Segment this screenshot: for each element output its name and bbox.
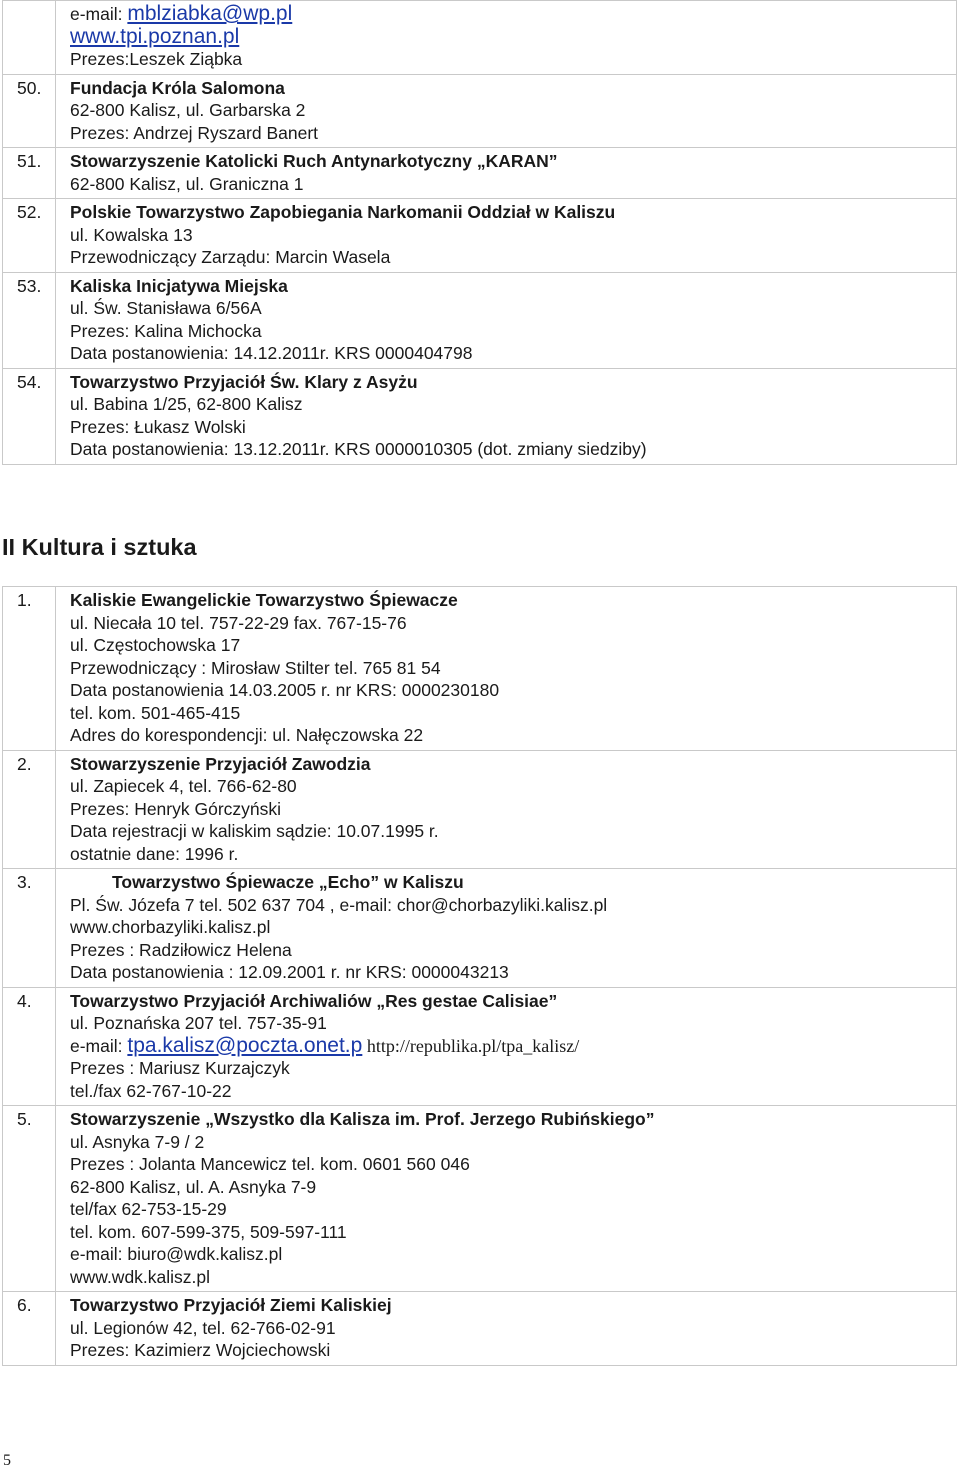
text-segment: 62-800 Kalisz, ul. Graniczna 1 xyxy=(70,173,304,194)
entry-detail-line xyxy=(70,26,952,49)
entry-detail-line xyxy=(70,1035,952,1058)
entry-row xyxy=(3,148,957,199)
text-segment: ul. Babina 1/25, 62-800 Kalisz xyxy=(70,394,303,414)
entry-details-cell xyxy=(56,587,957,751)
text-segment: tel. kom. 607-599-375, 509-597-111 xyxy=(70,1221,347,1242)
text-segment: Prezes: Kalina Michocka xyxy=(70,320,262,341)
contact-link[interactable]: tpa.kalisz@poczta.onet.p xyxy=(127,1033,363,1057)
entry-number-cell xyxy=(3,587,56,751)
entry-number-cell xyxy=(3,987,56,1106)
text-segment: Przewodniczący Zarządu: Marcin Wasela xyxy=(70,247,391,267)
entry-detail-line xyxy=(70,297,952,320)
text-segment: ul. Kowalska 13 xyxy=(70,224,193,245)
contact-link[interactable]: mblziabka@wp.pl xyxy=(127,2,293,25)
entry-detail-line xyxy=(70,320,952,343)
text-segment: ul. Św. Stanisława 6/56A xyxy=(70,298,262,318)
entry-row xyxy=(3,987,957,1106)
organizations-table-culture xyxy=(2,586,957,1366)
entry-detail-line xyxy=(70,342,952,365)
entry-detail-line xyxy=(70,1221,952,1244)
text-segment: www.wdk.kalisz.pl xyxy=(70,1266,211,1287)
text-segment: e-mail: biuro@wdk.kalisz.pl xyxy=(70,1244,283,1264)
entry-number-cell xyxy=(3,750,56,869)
entry-row xyxy=(3,1106,957,1292)
entry-title-line xyxy=(70,871,952,894)
organization-name: Towarzystwo Przyjaciół Archiwaliów „Res gestae Calisiae” xyxy=(70,990,558,1011)
text-segment: Data rejestracji w kaliskim sądzie: 10.07.1995 r. xyxy=(70,821,439,841)
entry-row xyxy=(3,199,957,273)
entry-detail-line xyxy=(70,612,952,635)
entry-title-line xyxy=(70,753,952,776)
entry-detail-line xyxy=(70,99,952,122)
text-segment: Prezes: Henryk Górczyński xyxy=(70,798,282,819)
organization-name: Kaliskie Ewangelickie Towarzystwo Śpiewacze xyxy=(70,590,458,610)
organization-name: Stowarzyszenie Przyjaciół Zawodzia xyxy=(70,753,371,774)
organizations-table-social xyxy=(2,0,957,465)
entry-details-cell xyxy=(56,1292,957,1366)
text-segment: Pl. Św. Józefa 7 tel. 502 637 704 , e-mail: chor@chorbazyliki.kalisz.pl xyxy=(70,894,608,915)
text-segment: Prezes: Andrzej Ryszard Banert xyxy=(70,122,319,143)
text-segment: ul. Asnyka 7-9 / 2 xyxy=(70,1131,205,1152)
entry-number: 3. xyxy=(17,872,32,892)
entry-detail-line xyxy=(70,1266,952,1289)
text-segment: http://republika.pl/tpa_kalisz/ xyxy=(362,1035,580,1056)
entry-detail-line xyxy=(70,224,952,247)
section-heading: II Kultura i sztuka xyxy=(2,534,197,560)
text-segment: tel. kom. 501-465-415 xyxy=(70,702,241,723)
entry-detail-line xyxy=(70,393,952,416)
entry-detail-line xyxy=(70,798,952,821)
entry-detail-line xyxy=(70,820,952,843)
text-segment: ul. Niecała 10 tel. 757-22-29 fax. 767-15-76 xyxy=(70,612,407,633)
text-segment: Prezes : Jolanta Mancewicz tel. kom. 0601 560 046 xyxy=(70,1154,470,1174)
entry-number xyxy=(3,1,55,3)
text-segment: Data postanowienia : 12.09.2001 r. nr KRS: 0000043213 xyxy=(70,962,509,982)
text-segment: Prezes : Radziłowicz Helena xyxy=(70,939,292,960)
entry-title-line xyxy=(70,371,952,394)
text-segment: Data postanowienia 14.03.2005 r. nr KRS: 0000230180 xyxy=(70,680,500,700)
entry-number-cell xyxy=(3,368,56,464)
entry-number-cell xyxy=(3,74,56,148)
entry-detail-line xyxy=(70,1243,952,1266)
entry-detail-line xyxy=(70,1080,952,1103)
entry-number: 6. xyxy=(17,1295,32,1315)
text-segment: ul. Legionów 42, tel. 62-766-02-91 xyxy=(70,1317,336,1338)
entry-detail-line xyxy=(70,702,952,725)
text-segment: ostatnie dane: 1996 r. xyxy=(70,843,239,864)
entry-title-line xyxy=(70,990,952,1013)
entry-number-cell xyxy=(3,1292,56,1366)
contact-link[interactable]: www.tpi.poznan.pl xyxy=(70,24,240,48)
entry-detail-line xyxy=(70,1198,952,1221)
entry-details-cell xyxy=(56,272,957,368)
text-segment: ul. Poznańska 207 tel. 757-35-91 xyxy=(70,1013,327,1033)
organization-name: Polskie Towarzystwo Zapobiegania Narkomanii Oddział w Kaliszu xyxy=(70,202,616,222)
entry-detail-line xyxy=(70,438,952,461)
entry-details-cell xyxy=(56,1106,957,1292)
entry-details-cell xyxy=(56,199,957,273)
text-segment: 62-800 Kalisz, ul. A. Asnyka 7-9 xyxy=(70,1176,317,1197)
entry-row xyxy=(3,750,957,869)
entry-row xyxy=(3,272,957,368)
entry-title-line xyxy=(70,1108,952,1131)
organization-name: Towarzystwo Śpiewacze „Echo” w Kaliszu xyxy=(112,872,464,892)
entry-detail-line xyxy=(70,1131,952,1154)
text-segment: Prezes:Leszek Ziąbka xyxy=(70,49,243,69)
entry-detail-line xyxy=(70,657,952,680)
text-segment: Adres do korespondencji: ul. Nałęczowska 22 xyxy=(70,725,424,745)
entry-row xyxy=(3,1292,957,1366)
entry-title-line xyxy=(70,589,952,612)
organization-name: Stowarzyszenie Katolicki Ruch Antynarkotyczny „KARAN” xyxy=(70,151,558,171)
organization-name: Kaliska Inicjatywa Miejska xyxy=(70,275,288,296)
entry-detail-line xyxy=(70,961,952,984)
entry-details-cell xyxy=(56,987,957,1106)
entry-details-cell xyxy=(56,1,957,75)
text-segment: Data postanowienia: 14.12.2011r. KRS 0000404798 xyxy=(70,343,473,363)
text-segment: ul. Zapiecek 4, tel. 766-62-80 xyxy=(70,776,297,796)
entry-number: 2. xyxy=(17,753,32,774)
text-segment: Prezes: Łukasz Wolski xyxy=(70,416,246,437)
entry-title-line xyxy=(70,275,952,298)
entry-detail-line xyxy=(70,1339,952,1362)
organization-name: Towarzystwo Przyjaciół Ziemi Kaliskiej xyxy=(70,1295,392,1315)
entry-details-cell xyxy=(56,74,957,148)
entry-detail-line xyxy=(70,416,952,439)
entry-detail-line xyxy=(70,724,952,747)
entry-title-line xyxy=(70,77,952,100)
entry-number-cell xyxy=(3,1,56,75)
entry-detail-line xyxy=(70,1317,952,1340)
entry-detail-line xyxy=(70,1057,952,1080)
entry-title-line xyxy=(70,1294,952,1317)
entry-number-cell xyxy=(3,148,56,199)
entry-detail-line xyxy=(70,916,952,939)
entry-number: 5. xyxy=(17,1109,32,1129)
text-segment: Prezes: Kazimierz Wojciechowski xyxy=(70,1340,331,1360)
entry-details-cell xyxy=(56,869,957,988)
entry-number: 54. xyxy=(17,371,42,392)
text-segment: Przewodniczący : Mirosław Stilter tel. 765 81 54 xyxy=(70,657,441,678)
entry-details-cell xyxy=(56,368,957,464)
entry-detail-line xyxy=(70,173,952,196)
entry-row xyxy=(3,869,957,988)
entry-row xyxy=(3,368,957,464)
entry-number-cell xyxy=(3,272,56,368)
text-segment: 62-800 Kalisz, ul. Garbarska 2 xyxy=(70,100,306,120)
text-segment: tel./fax 62-767-10-22 xyxy=(70,1080,232,1101)
entry-detail-line xyxy=(70,775,952,798)
entry-number-cell xyxy=(3,199,56,273)
entry-row xyxy=(3,587,957,751)
entry-detail-line xyxy=(70,122,952,145)
organization-name: Towarzystwo Przyjaciół Św. Klary z Asyżu xyxy=(70,371,418,392)
entry-detail-line xyxy=(70,1012,952,1035)
entry-number-cell xyxy=(3,869,56,988)
entry-detail-line xyxy=(70,1176,952,1199)
entry-title-line xyxy=(70,3,952,26)
text-segment: e-mail: xyxy=(70,1035,128,1056)
entry-row xyxy=(3,1,957,75)
entry-number: 53. xyxy=(17,275,42,296)
entry-detail-line xyxy=(70,48,952,71)
entry-details-cell xyxy=(56,148,957,199)
entry-details-cell xyxy=(56,750,957,869)
entry-detail-line xyxy=(70,894,952,917)
entry-detail-line xyxy=(70,843,952,866)
entry-detail-line xyxy=(70,246,952,269)
text-segment: Data postanowienia: 13.12.2011r. KRS 0000010305 (dot. zmiany siedziby) xyxy=(70,439,647,459)
entry-detail-line xyxy=(70,679,952,702)
entry-detail-line xyxy=(70,939,952,962)
entry-number: 50. xyxy=(17,77,42,98)
entry-detail-line xyxy=(70,634,952,657)
organization-name: Fundacja Króla Salomona xyxy=(70,77,285,98)
entry-detail-line xyxy=(70,1153,952,1176)
entry-number: 52. xyxy=(17,202,42,222)
entry-number: 51. xyxy=(17,151,42,171)
page-number: 5 xyxy=(3,1452,11,1469)
organization-name: Stowarzyszenie „Wszystko dla Kalisza im. Prof. Jerzego Rubińskiego” xyxy=(70,1109,655,1129)
entry-title-line xyxy=(70,150,952,173)
entry-number: 1. xyxy=(17,590,32,610)
entry-title-line xyxy=(70,201,952,224)
text-segment: www.chorbazyliki.kalisz.pl xyxy=(70,917,271,937)
text-segment: tel/fax 62-753-15-29 xyxy=(70,1199,227,1219)
text-segment: Prezes : Mariusz Kurzajczyk xyxy=(70,1058,290,1078)
entry-number: 4. xyxy=(17,990,32,1011)
text-segment: ul. Częstochowska 17 xyxy=(70,635,241,655)
entry-number-cell xyxy=(3,1106,56,1292)
text-segment: e-mail: xyxy=(70,4,128,24)
entry-row xyxy=(3,74,957,148)
